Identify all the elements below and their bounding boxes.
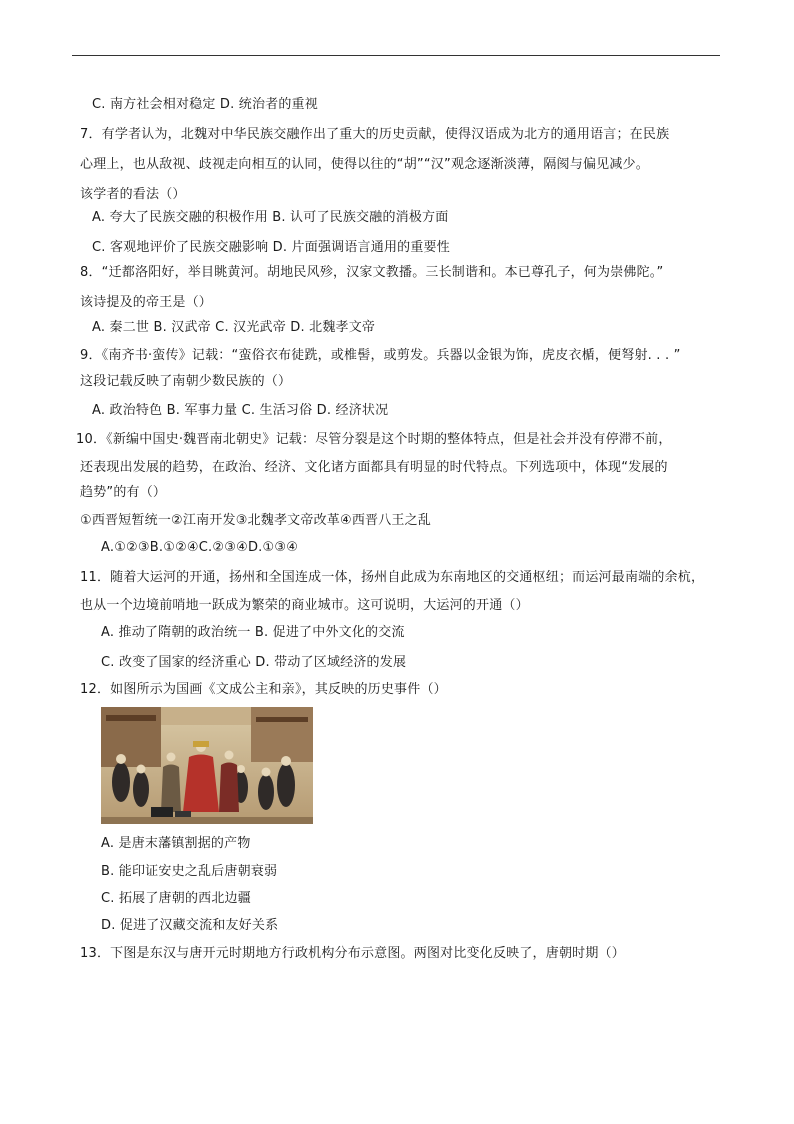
q10-stem-line1: 10．《新编中国史·魏晋南北朝史》记载：尽管分裂是这个时期的整体特点，但是社会并没有停滞不前， (76, 432, 672, 447)
q9-options: A. 政治特色 B. 军事力量 C. 生活习俗 D. 经济状况 (92, 403, 389, 418)
q11-stem-line1: 11．随着大运河的开通，扬州和全国连成一体，扬州自此成为东南地区的交通枢纽；而运河最南端的余杭， (80, 570, 705, 585)
q8-stem-line2: 该诗提及的帝王是（） (80, 295, 213, 310)
q8-stem-line1: 8．“迁都洛阳好，举目眺黄河。胡地民风殄，汉家文教播。三长制谐和。本已尊孔子，何为崇佛陀。” (80, 265, 664, 280)
q10-statements: ①西晋短暂统一②江南开发③北魏孝文帝改革④西晋八王之乱 (80, 513, 432, 528)
q7-options-ab: A. 夸大了民族交融的积极作用 B. 认可了民族交融的消极方面 (92, 210, 449, 225)
q7-stem-line3: 该学者的看法（） (80, 187, 186, 202)
q10-stem-line2: 还表现出发展的趋势，在政治、经济、文化诸方面都具有明显的时代特点。下列选项中，体现“发展的 (80, 460, 668, 475)
q12-option-a: A. 是唐末藩镇割据的产物 (101, 836, 251, 851)
q11-options-cd: C. 改变了国家的经济重心 D. 带动了区域经济的发展 (101, 655, 407, 670)
q9-stem-line1: 9．《南齐书·蛮传》记载：“蛮俗衣布徒跣，或椎髻，或剪发。兵器以金银为饰，虎皮衣楯，便弩射. . . ” (80, 348, 681, 363)
q8-options: A. 秦二世 B. 汉武帝 C. 汉光武帝 D. 北魏孝文帝 (92, 320, 376, 335)
q11-stem-line2: 也从一个边境前哨地一跃成为繁荣的商业城市。这可说明，大运河的开通（） (80, 598, 529, 613)
q12-option-d: D. 促进了汉藏交流和友好关系 (101, 918, 279, 933)
q13-stem: 13．下图是东汉与唐开元时期地方行政机构分布示意图。两图对比变化反映了，唐朝时期（） (80, 946, 625, 961)
q12-stem: 12．如图所示为国画《文成公主和亲》，其反映的历史事件（） (80, 682, 447, 697)
q7-stem-line2: 心理上，也从敌视、歧视走向相互的认同，使得以往的“胡”“汉”观念逐渐淡薄，隔阂与偏见减少。 (80, 157, 649, 172)
q7-options-cd: C. 客观地评价了民族交融影响 D. 片面强调语言通用的重要性 (92, 240, 450, 255)
q12-option-b: B. 能印证安史之乱后唐朝衰弱 (101, 864, 278, 879)
q10-options: A.①②③B.①②④C.②③④D.①③④ (101, 540, 299, 555)
q7-stem-line1: 7．有学者认为，北魏对中华民族交融作出了重大的历史贡献，使得汉语成为北方的通用语言；在民族 (80, 127, 670, 142)
q9-stem-line2: 这段记载反映了南朝少数民族的（） (80, 374, 292, 389)
q12-option-c: C. 拓展了唐朝的西北边疆 (101, 891, 251, 906)
q6-options-cd: C. 南方社会相对稳定 D. 统治者的重视 (92, 97, 318, 112)
q11-options-ab: A. 推动了隋朝的政治统一 B. 促进了中外文化的交流 (101, 625, 405, 640)
header-rule (72, 55, 720, 56)
q10-stem-line3: 趋势”的有（） (80, 485, 167, 500)
wencheng-princess-painting (101, 707, 313, 824)
